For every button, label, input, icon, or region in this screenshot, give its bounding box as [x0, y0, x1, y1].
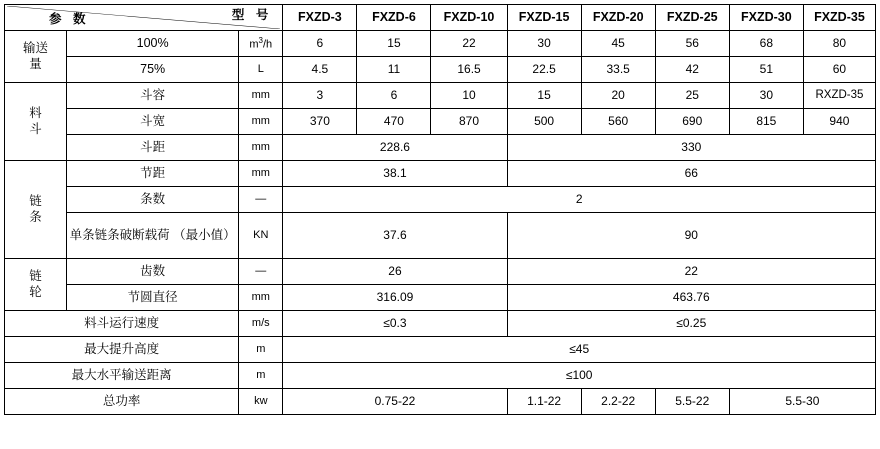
cell-value: ≤100 — [283, 363, 876, 389]
cell-value: 0.75-22 — [283, 389, 507, 415]
table-row — [5, 161, 876, 187]
row-unit-bucket-pitch: mm — [239, 135, 283, 161]
cell-value: 22.5 — [507, 57, 581, 83]
cell-value: 500 — [507, 109, 581, 135]
cell-value: 60 — [803, 57, 875, 83]
row-unit-max-lift-height: m — [239, 337, 283, 363]
table-row — [5, 285, 876, 311]
cell-value: 316.09 — [283, 285, 507, 311]
cell-value: 26 — [283, 259, 507, 285]
cell-value: ≤45 — [283, 337, 876, 363]
table-row — [5, 389, 876, 415]
row-unit-teeth-count: — — [239, 259, 283, 285]
row-unit-max-horizontal-distance: m — [239, 363, 283, 389]
model-header-fxzd-20: FXZD-20 — [581, 5, 655, 31]
cell-value: 228.6 — [283, 135, 507, 161]
model-header-fxzd-30: FXZD-30 — [729, 5, 803, 31]
cell-value: 463.76 — [507, 285, 875, 311]
cell-value: 16.5 — [431, 57, 507, 83]
cell-value: 38.1 — [283, 161, 507, 187]
cell-value: 470 — [357, 109, 431, 135]
corner-cell — [5, 5, 283, 31]
cell-value: 560 — [581, 109, 655, 135]
model-header-fxzd-25: FXZD-25 — [655, 5, 729, 31]
cell-value: 6 — [283, 31, 357, 57]
row-unit-chain-pitch: mm — [239, 161, 283, 187]
row-unit-chain-breaking-load: KN — [239, 213, 283, 259]
cell-value: 6 — [357, 83, 431, 109]
table-row — [5, 187, 876, 213]
row-unit-100: $m^3/h$ — [239, 31, 283, 57]
row-unit-bucket-width: mm — [239, 109, 283, 135]
cell-value: 33.5 — [581, 57, 655, 83]
table-row — [5, 213, 876, 259]
row-label-max-horizontal-distance: 最大水平输送距离 — [5, 363, 239, 389]
cell-value: 45 — [581, 31, 655, 57]
row-label-teeth-count: 齿数 — [67, 259, 239, 285]
model-header-fxzd-10: FXZD-10 — [431, 5, 507, 31]
model-header-fxzd-35: FXZD-35 — [803, 5, 875, 31]
model-header-label: 型 号 — [231, 8, 273, 22]
row-label-chain-pitch: 节距 — [67, 161, 239, 187]
cell-value: 22 — [431, 31, 507, 57]
cell-value: ≤0.25 — [507, 311, 875, 337]
cell-value: 1.1-22 — [507, 389, 581, 415]
table-row — [5, 135, 876, 161]
cell-value: 4.5 — [283, 57, 357, 83]
cell-value: 51 — [729, 57, 803, 83]
cell-value: 20 — [581, 83, 655, 109]
cell-value: 10 — [431, 83, 507, 109]
cell-value: 15 — [357, 31, 431, 57]
group-label-bucket: 料 斗 — [5, 83, 67, 161]
row-label-max-lift-height: 最大提升高度 — [5, 337, 239, 363]
table-row — [5, 337, 876, 363]
cell-value: 690 — [655, 109, 729, 135]
row-label-chain-count: 条数 — [67, 187, 239, 213]
row-label-total-power: 总功率 — [5, 389, 239, 415]
cell-value: 66 — [507, 161, 875, 187]
row-label-bucket-pitch: 斗距 — [67, 135, 239, 161]
table-row — [5, 109, 876, 135]
cell-value: 2 — [283, 187, 876, 213]
cell-value: 5.5-22 — [655, 389, 729, 415]
row-label-bucket-width: 斗宽 — [67, 109, 239, 135]
cell-value: 68 — [729, 31, 803, 57]
cell-value: 940 — [803, 109, 875, 135]
cell-value: 30 — [507, 31, 581, 57]
row-unit-chain-count: — — [239, 187, 283, 213]
cell-value: RXZD-35 — [803, 83, 875, 109]
cell-value: 870 — [431, 109, 507, 135]
group-label-conveying: 输送 量 — [5, 31, 67, 83]
table-row — [5, 311, 876, 337]
row-unit-75: L — [239, 57, 283, 83]
cell-value: 90 — [507, 213, 875, 259]
cell-value: 11 — [357, 57, 431, 83]
cell-value: 3 — [283, 83, 357, 109]
cell-value: 330 — [507, 135, 875, 161]
model-header-fxzd-6: FXZD-6 — [357, 5, 431, 31]
cell-value: 42 — [655, 57, 729, 83]
row-unit-bucket-capacity: mm — [239, 83, 283, 109]
row-label-chain-breaking-load: 单条链条破断载荷 （最小值） — [67, 213, 239, 259]
row-label-100: 100% — [67, 31, 239, 57]
cell-value: 22 — [507, 259, 875, 285]
row-unit-pitch-diameter: mm — [239, 285, 283, 311]
cell-value: 25 — [655, 83, 729, 109]
table-row — [5, 83, 876, 109]
table-row — [5, 57, 876, 83]
row-unit-total-power: kw — [239, 389, 283, 415]
row-label-pitch-diameter: 节圆直径 — [67, 285, 239, 311]
cell-value: 815 — [729, 109, 803, 135]
cell-value: 80 — [803, 31, 875, 57]
cell-value: 37.6 — [283, 213, 507, 259]
cell-value: 30 — [729, 83, 803, 109]
cell-value: 15 — [507, 83, 581, 109]
table-row — [5, 31, 876, 57]
row-label-75: 75% — [67, 57, 239, 83]
model-header-fxzd-3: FXZD-3 — [283, 5, 357, 31]
table-header-row — [5, 5, 876, 31]
cell-value: 5.5-30 — [729, 389, 875, 415]
table-row — [5, 259, 876, 285]
row-label-bucket-speed: 料斗运行速度 — [5, 311, 239, 337]
cell-value: 2.2-22 — [581, 389, 655, 415]
cell-value: ≤0.3 — [283, 311, 507, 337]
group-label-sprocket: 链 轮 — [5, 259, 67, 311]
specification-table — [4, 4, 876, 415]
model-header-fxzd-15: FXZD-15 — [507, 5, 581, 31]
cell-value: 370 — [283, 109, 357, 135]
parameter-header-label: 参 数 — [49, 11, 90, 26]
table-row — [5, 363, 876, 389]
group-label-chain: 链 条 — [5, 161, 67, 259]
cell-value: 56 — [655, 31, 729, 57]
row-unit-bucket-speed: m/s — [239, 311, 283, 337]
row-label-bucket-capacity: 斗容 — [67, 83, 239, 109]
